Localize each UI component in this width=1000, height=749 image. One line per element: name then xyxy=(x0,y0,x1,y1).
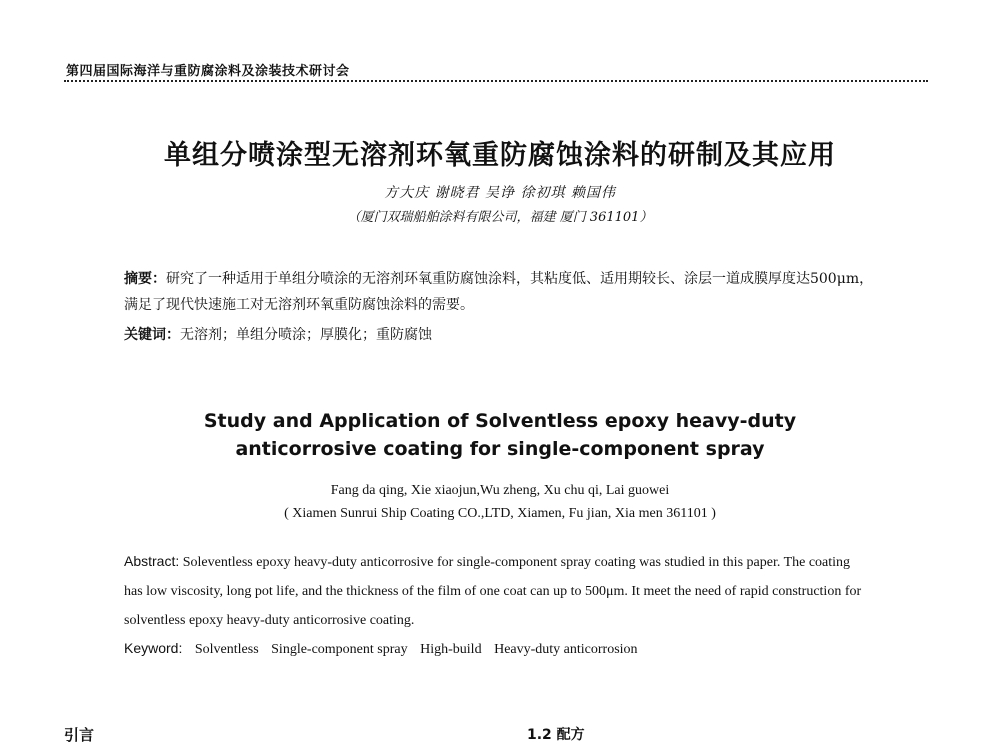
english-authors: Fang da qing, Xie xiaojun,Wu zheng, Xu chu qi, Lai guowei xyxy=(330,483,670,498)
chinese-abstract xyxy=(124,266,874,318)
chinese-keywords xyxy=(124,324,432,344)
english-keywords xyxy=(124,640,647,658)
chinese-affiliation: （厦门双瑞船舶涂料有限公司，福建 厦门 361101） xyxy=(347,210,653,225)
english-keywords-label: Keyword: xyxy=(124,640,183,656)
english-affiliation: ( Xiamen Sunrui Ship Coating CO.,LTD, Xiamen, Fu jian, Xia men 361101 ) xyxy=(284,506,716,521)
keyword-item: Solventless xyxy=(194,642,259,657)
conference-header: 第四届国际海洋与重防腐涂料及涂装技术研讨会 xyxy=(66,64,350,79)
header-divider xyxy=(64,80,928,82)
english-abstract-label: Abstract: xyxy=(124,553,180,569)
keyword-item: Single-component spray xyxy=(271,642,408,657)
chinese-keywords-label: 关键词： xyxy=(124,327,180,343)
section-heading-formula: 1.2 配方 xyxy=(527,727,585,743)
english-abstract xyxy=(124,547,868,635)
chinese-abstract-text: 研究了一种适用于单组分喷涂的无溶剂环氧重防腐蚀涂料，其粘度低、适用期较长、涂层一道成膜厚度达500μm，满足了现代快速施工对无溶剂环氧重防腐蚀涂料的需要。 xyxy=(124,271,874,313)
chinese-title: 单组分喷涂型无溶剂环氧重防腐蚀涂料的研制及其应用 xyxy=(164,140,836,171)
english-title-line-2: anticorrosive coating for single-component spray xyxy=(235,438,765,460)
english-abstract-text: Soleventless epoxy heavy-duty anticorrosive for single-component spray coating was studied in this paper. The coating has low viscosity, long pot life, and the thickness of the film of one coat can up to 500μm. It meet the need of rapid construction for solventless epoxy heavy-duty anticorrosive coating. xyxy=(124,555,862,628)
keyword-item: High-build xyxy=(420,642,482,657)
chinese-authors: 方大庆 谢晓君 吴诤 徐初琪 赖国伟 xyxy=(384,185,616,201)
keyword-item: Heavy-duty anticorrosion xyxy=(494,642,638,657)
chinese-abstract-label: 摘要： xyxy=(124,271,166,287)
chinese-keywords-text: 无溶剂；单组分喷涂；厚膜化；重防腐蚀 xyxy=(180,327,432,343)
english-title xyxy=(0,407,1000,463)
section-heading-introduction: 引言 xyxy=(64,726,95,744)
english-title-line-1: Study and Application of Solventless epoxy heavy-duty xyxy=(203,410,797,432)
